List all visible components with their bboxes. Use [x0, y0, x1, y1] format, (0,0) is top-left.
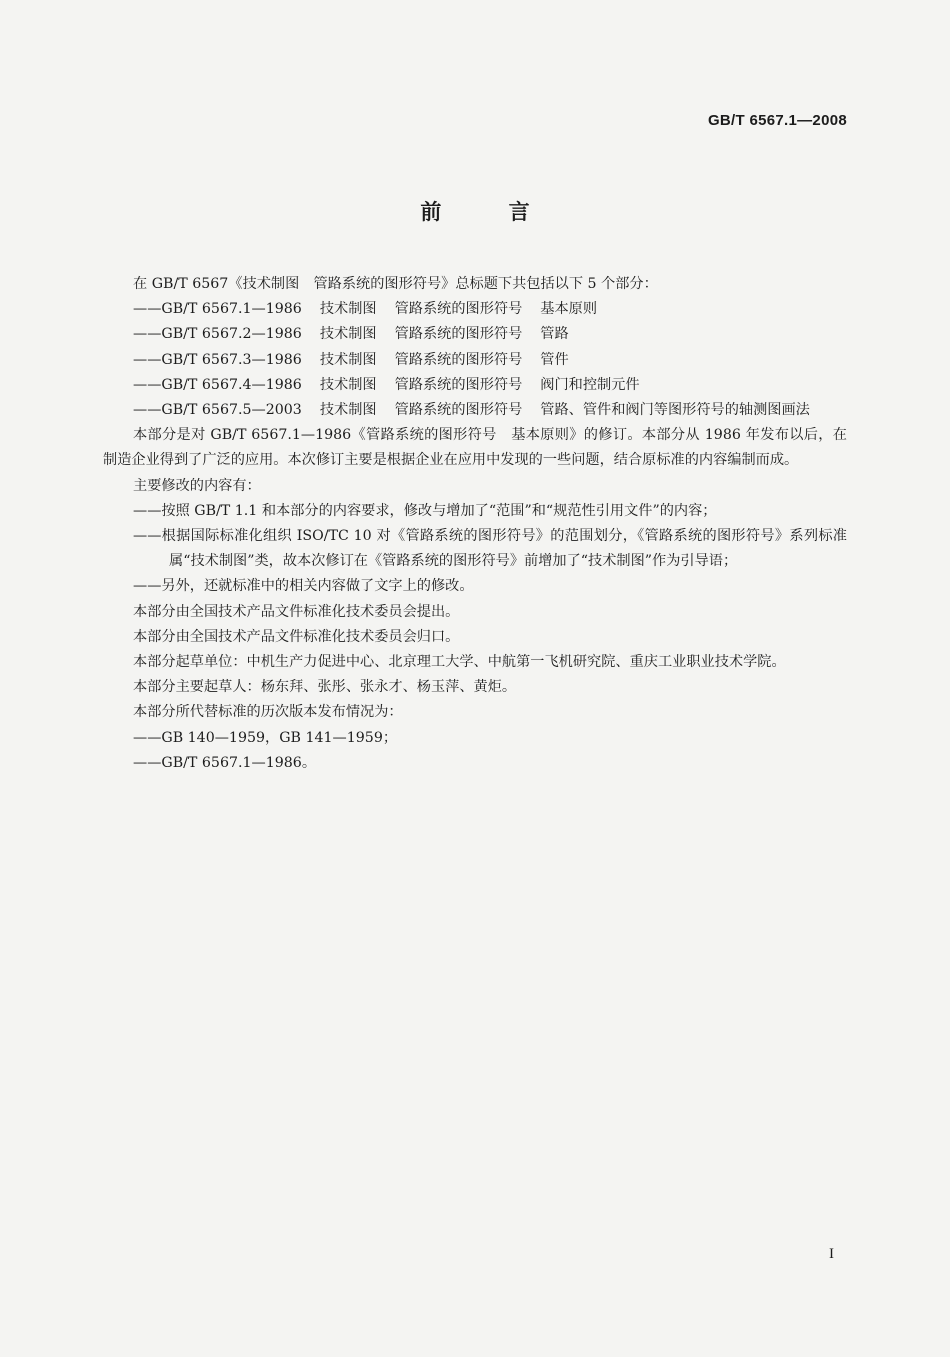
change-item-3: ——另外，还就标准中的相关内容做了文字上的修改。: [133, 578, 474, 595]
part-item-2: ——GB/T 6567.2—1986 技术制图 管路系统的图形符号 管路: [133, 326, 569, 343]
history-item-1: ——GB 140—1959，GB 141—1959；: [133, 729, 398, 746]
proposed-by: 本部分由全国技术产品文件标准化技术委员会提出。: [133, 603, 460, 620]
page-title: 前 言: [420, 200, 560, 224]
intro-paragraph: 在 GB/T 6567《技术制图 管路系统的图形符号》总标题下共包括以下 5 个部分：: [133, 276, 658, 292]
part-item-1: ——GB/T 6567.1—1986 技术制图 管路系统的图形符号 基本原则: [133, 301, 598, 318]
drafters: 本部分主要起草人：杨东拜、张彤、张永才、杨玉萍、黄炬。: [133, 679, 517, 696]
drafting-units: 本部分起草单位：中机生产力促进中心、北京理工大学、中航第一飞机研究院、重庆工业职业技术学院。: [133, 654, 786, 671]
managed-by: 本部分由全国技术产品文件标准化技术委员会归口。: [133, 628, 460, 645]
page-number: I: [829, 1246, 834, 1262]
change-item-1: ——按照 GB/T 1.1 和本部分的内容要求，修改与增加了“范围”和“规范性引用文件”的内容；: [133, 502, 717, 519]
changes-heading: 主要修改的内容有：: [133, 477, 261, 494]
history-heading: 本部分所代替标准的历次版本发布情况为：: [133, 704, 403, 721]
revision-paragraph: 本部分是对 GB/T 6567.1—1986《管路系统的图形符号 基本原则》的修订。本部分从 1986 年发布以后，在制造企业得到了广泛的应用。本次修订主要是根据企业在应用中发现的一些问题，结合原标准的内容编制而成。: [103, 427, 847, 469]
part-item-5: ——GB/T 6567.5—2003 技术制图 管路系统的图形符号 管路、管件和阀门等图形符号的轴测图画法: [133, 402, 810, 419]
part-item-4: ——GB/T 6567.4—1986 技术制图 管路系统的图形符号 阀门和控制元件: [133, 376, 640, 393]
foreword-body: [103, 272, 847, 776]
history-item-2: ——GB/T 6567.1—1986。: [133, 754, 317, 771]
standard-code: GB/T 6567.1—2008: [707, 112, 847, 129]
change-item-2: ——根据国际标准化组织 ISO/TC 10 对《管路系统的图形符号》的范围划分，《管路系统的图形符号》系列标准属“技术制图”类，故本次修订在《管路系统的图形符号》前增加了“技术制图”作为引导语；: [133, 528, 847, 570]
part-item-3: ——GB/T 6567.3—1986 技术制图 管路系统的图形符号 管件: [133, 351, 569, 368]
